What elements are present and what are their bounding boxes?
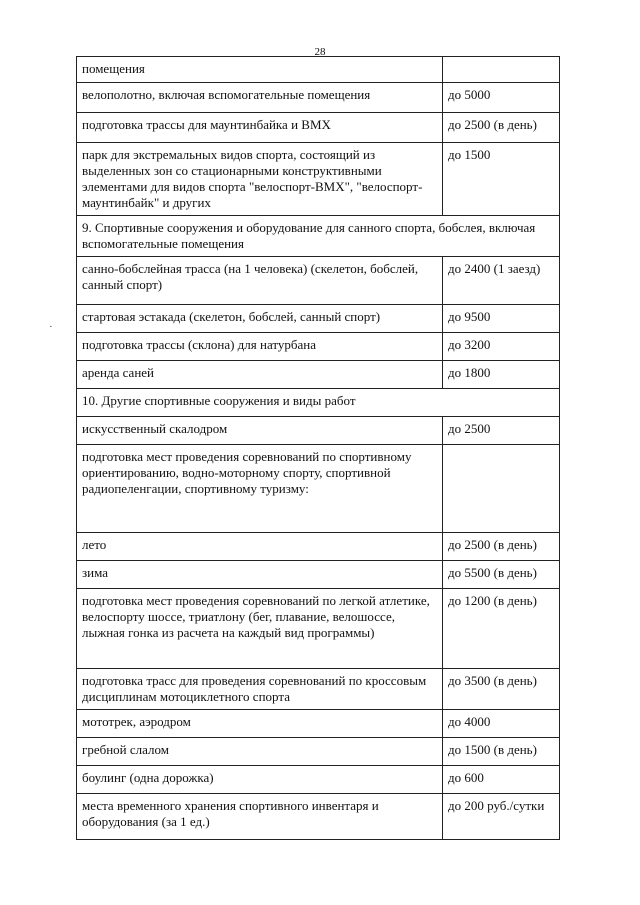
item-price: [443, 445, 560, 533]
table-row: [77, 113, 560, 143]
item-name: подготовка трасс для проведения соревнований по кроссовым дисциплинам мотоциклетного спорта: [77, 669, 443, 710]
item-name: велополотно, включая вспомогательные помещения: [77, 83, 443, 113]
item-price: до 2500 (в день): [443, 533, 560, 561]
table-row: [77, 669, 560, 710]
item-name: боулинг (одна дорожка): [77, 766, 443, 794]
item-price: до 4000: [443, 710, 560, 738]
item-name: подготовка мест проведения соревнований по легкой атлетике, велоспорту шоссе, триатлону (бег, плавание, велошоссе, лыжная гонка из расчета на каждый вид программы): [77, 589, 443, 669]
section-title: 10. Другие спортивные сооружения и виды работ: [77, 389, 560, 417]
item-name: зима: [77, 561, 443, 589]
table-row: [77, 333, 560, 361]
page-number: 28: [314, 46, 326, 58]
item-name: места временного хранения спортивного инвентаря и оборудования (за 1 ед.): [77, 794, 443, 840]
section-row: [77, 216, 560, 257]
item-name: подготовка мест проведения соревнований по спортивному ориентированию, водно-моторному спорту, спортивной радиопеленгации, спортивному туризму:: [77, 445, 443, 533]
item-price: до 2400 (1 заезд): [443, 257, 560, 305]
item-price: до 200 руб./сутки: [443, 794, 560, 840]
table-row: [77, 738, 560, 766]
table-row: [77, 533, 560, 561]
table-row: [77, 143, 560, 216]
table-row: [77, 794, 560, 840]
table-row: [77, 361, 560, 389]
table-row: [77, 561, 560, 589]
table-row: [77, 766, 560, 794]
item-price: до 2500 (в день): [443, 113, 560, 143]
section-row: [77, 389, 560, 417]
item-price: до 1500 (в день): [443, 738, 560, 766]
table-row: [77, 710, 560, 738]
section-title: 9. Спортивные сооружения и оборудование для санного спорта, бобслея, включая вспомогательные помещения: [77, 216, 560, 257]
item-price: до 5000: [443, 83, 560, 113]
item-name: стартовая эстакада (скелетон, бобслей, санный спорт): [77, 305, 443, 333]
price-table: [76, 56, 560, 840]
item-price: до 3500 (в день): [443, 669, 560, 710]
item-price: до 1200 (в день): [443, 589, 560, 669]
item-price: до 9500: [443, 305, 560, 333]
item-price: до 2500: [443, 417, 560, 445]
item-name: аренда саней: [77, 361, 443, 389]
item-price: до 1500: [443, 143, 560, 216]
table-row: [77, 83, 560, 113]
item-name: мототрек, аэродром: [77, 710, 443, 738]
item-name: искусственный скалодром: [77, 417, 443, 445]
item-name: парк для экстремальных видов спорта, состоящий из выделенных зон со стационарными конструктивными элементами для видов спорта "велоспорт-BMX", "велоспорт-маунтинбайк" и других: [77, 143, 443, 216]
item-price: [443, 57, 560, 83]
table-row: [77, 589, 560, 669]
table-row: [77, 417, 560, 445]
item-name: подготовка трассы для маунтинбайка и BMX: [77, 113, 443, 143]
table-row: [77, 257, 560, 305]
item-name: лето: [77, 533, 443, 561]
table-row: [77, 57, 560, 83]
item-price: до 3200: [443, 333, 560, 361]
margin-mark: ·: [49, 321, 53, 333]
item-name: помещения: [77, 57, 443, 83]
item-price: до 1800: [443, 361, 560, 389]
item-name: подготовка трассы (склона) для натурбана: [77, 333, 443, 361]
item-price: до 5500 (в день): [443, 561, 560, 589]
table-row: [77, 305, 560, 333]
item-name: гребной слалом: [77, 738, 443, 766]
item-price: до 600: [443, 766, 560, 794]
item-name: санно-бобслейная трасса (на 1 человека) (скелетон, бобслей, санный спорт): [77, 257, 443, 305]
table-row: [77, 445, 560, 533]
